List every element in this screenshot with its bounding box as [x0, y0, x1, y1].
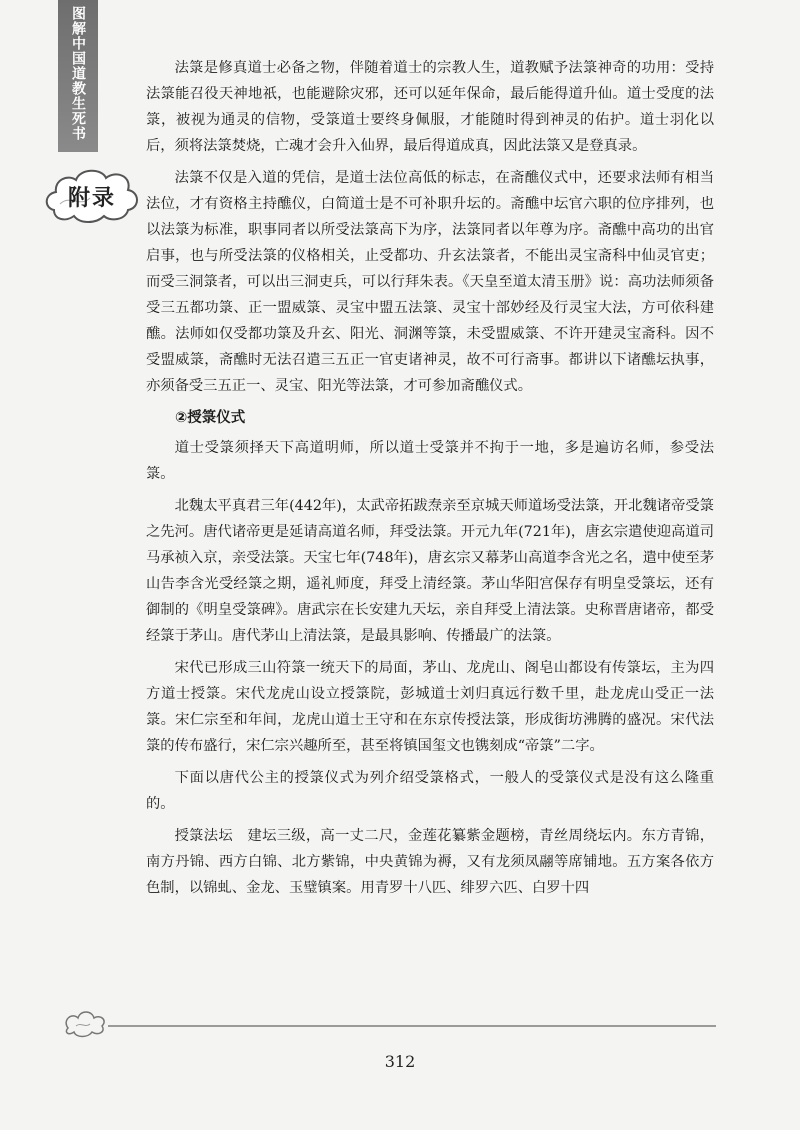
paragraph: 道士受箓须择天下高道明师，所以道士受箓并不拘于一地，多是遍访名师，参受法箓。 — [146, 440, 714, 482]
paragraph: 下面以唐代公主的授箓仪式为列介绍受箓格式，一般人的受箓仪式是没有这么隆重的。 — [146, 770, 714, 812]
footer-rule — [108, 1025, 716, 1027]
body-text — [146, 55, 714, 907]
cloud-ornament-icon — [62, 1008, 110, 1038]
paragraph: 法箓是修真道士必备之物，伴随着道士的宗教人生，道教赋予法箓神奇的功用：受持法箓能召役天神地祇，也能避除灾邪，还可以延年保命，最后能得道升仙。道士受度的法箓，被视为通灵的信物，受箓道士要终身佩服，才能随时得到神灵的佑护。道士羽化以后，须将法箓焚烧，亡魂才会升入仙界，最后得道成真，因此法箓又是登真录。 — [146, 60, 714, 154]
appendix-badge — [40, 164, 144, 228]
paragraph-lead: 授箓法坛 — [174, 828, 233, 844]
paragraph-text: 建坛三级，高一丈二尺，金莲花纂紫金题榜，青丝周绕坛内。东方青锦，南方丹锦、西方白锦、北方紫锦，中央黄锦为褥，又有龙须凤翮等席铺地。五方案各依方色制，以锦虬、金龙、玉璧镇案。用青罗十八匹、绯罗六匹、白罗十四 — [146, 828, 715, 896]
side-tab — [58, 0, 98, 152]
paragraph: 北魏太平真君三年(442年)，太武帝拓跋焘亲至京城天师道场受法箓，开北魏诸帝受箓之先河。唐代诸帝更是延请高道名师，拜受法箓。开元九年(721年)，唐玄宗遣使迎高道司马承祯入京，亲受法箓。天宝七年(748年)，唐玄宗又幕茅山高道李含光之名，遣中使至茅山告李含光受经箓之期，遥礼师度，拜受上清经箓。茅山华阳宫保存有明皇受箓坛，还有御制的《明皇受箓碑》。唐武宗在长安建九天坛，亲自拜受上清法箓。史称晋唐诸帝，都受经箓于茅山。唐代茅山上清法箓，是最具影响、传播最广的法箓。 — [146, 498, 714, 644]
paragraph-with-lead — [146, 823, 714, 901]
badge-label: 附录 — [67, 185, 116, 211]
section-heading: ②授箓仪式 — [175, 410, 246, 426]
book-title: 图解中国道教生死书 — [70, 6, 86, 141]
paragraph: 法箓不仅是入道的凭信，是道士法位高低的标志，在斋醮仪式中，还要求法师有相当法位，才有资格主持醮仪，白简道士是不可补职升坛的。斋醮中坛官六职的位序排列，也以法箓为标准，职事同者以所受法箓高下为序，法箓同者以年尊为序。斋醮中高功的出官启事，也与所受法箓的仪格相关，止受都功、升玄法箓者，不能出灵宝斋科中仙灵官吏；而受三洞箓者，可以出三洞吏兵，可以行拜朱表。《天皇至道太清玉册》说：高功法师须备受三五都功箓、正一盟威箓、灵宝中盟五法箓、灵宝十部妙经及行灵宝大法，方可依科建醮。法师如仅受都功箓及升玄、阳光、洞渊等箓，未受盟威箓、不许开建灵宝斋科。因不受盟威箓，斋醮时无法召遣三五正一官吏诸神灵，故不可行斋事。都讲以下诸醮坛执事，亦须备受三五正一、灵宝、阳光等法箓，才可参加斋醮仪式。 — [146, 170, 714, 394]
paragraph: 宋代已形成三山符箓一统天下的局面，茅山、龙虎山、阁皂山都设有传箓坛，主为四方道士授箓。宋代龙虎山设立授箓院，彭城道士刘归真远行数千里，赴龙虎山受正一法箓。宋仁宗至和年间，龙虎山道士王守和在东京传授法箓，形成街坊沸腾的盛况。宋代法箓的传布盛行，宋仁宗兴趣所至，甚至将镇国玺文也镌刻成“帝箓”二字。 — [146, 660, 714, 754]
page-number: 312 — [384, 1052, 416, 1071]
